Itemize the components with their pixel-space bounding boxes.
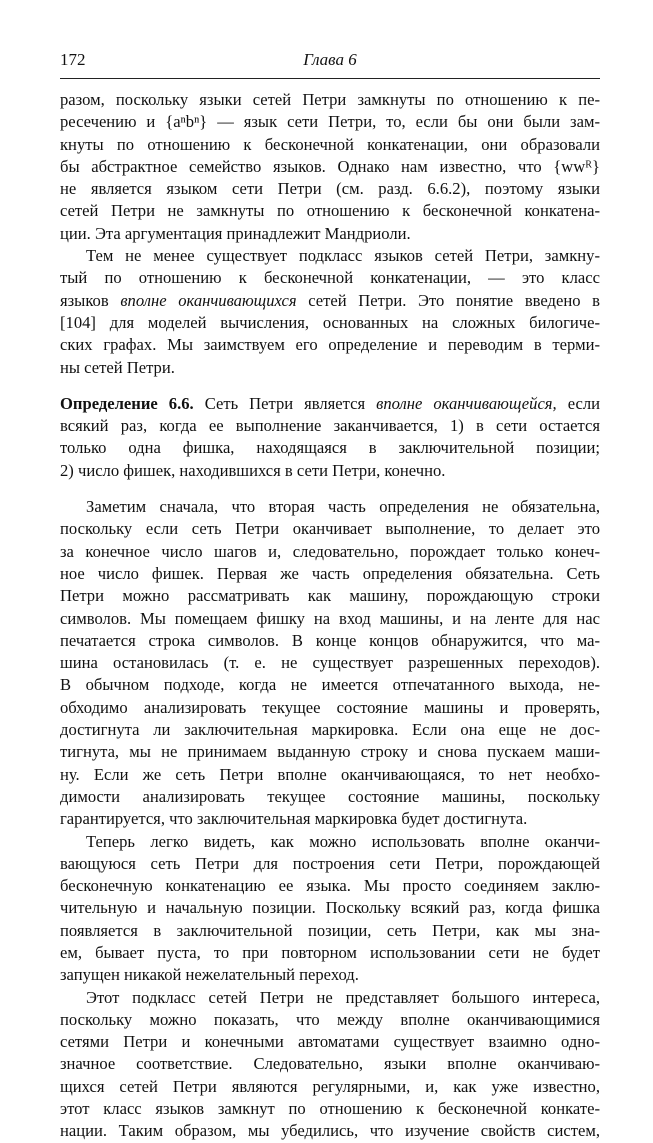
- text-line: сетей Петри не замкнуты по отношению к бесконечной конкатена-: [60, 201, 600, 221]
- page-body: [60, 89, 600, 1143]
- text-line: печатается строка символов. В конце концов обнаружится, что ма-: [60, 630, 600, 650]
- text-line: поскольку если сеть Петри оканчивает выполнение, то делает это: [60, 519, 600, 539]
- text-line: ны сетей Петри.: [60, 357, 175, 377]
- text-line: не является языком сети Петри (см. разд. 6.6.2), поэтому языки: [60, 179, 600, 199]
- running-header: [60, 50, 600, 72]
- page-number: 172: [60, 50, 86, 69]
- text-line: тый по отношению к бесконечной конкатенации, — это класс: [60, 268, 600, 288]
- text-line: ное число фишек. Первая же часть определения обязательна. Сеть: [60, 563, 600, 583]
- text-line: ских графах. Мы заимствуем его определение и переводим в терми-: [60, 335, 600, 355]
- paragraph-2: [60, 245, 600, 379]
- text-line: значное соответствие. Следовательно, языки вполне оканчиваю-: [60, 1054, 600, 1074]
- text-line: бесконечную конкатенацию ее языка. Мы просто соединяем заклю-: [60, 876, 600, 896]
- text-line: 2) число фишек, находившихся в сети Петри, конечно.: [60, 460, 446, 480]
- text-line: щихся сетей Петри являются регулярными, и, как уже известно,: [60, 1076, 600, 1096]
- text-line: за конечное число шагов и, следовательно, порождает только конеч-: [60, 541, 600, 561]
- text-line: В обычном подходе, когда не имеется отпечатанного выхода, не-: [60, 675, 600, 695]
- text-line: всякий раз, когда ее выполнение заканчивается, 1) в сети остается: [60, 416, 600, 436]
- text-line: ну. Если же сеть Петри вполне оканчивающаяся, то нет необхо-: [60, 764, 600, 784]
- text-line: обходимо анализировать текущее состояние машины и проверять,: [60, 697, 600, 717]
- text-line: [104] для моделей вычисления, основанных на сложных билогиче-: [60, 312, 600, 332]
- text-line: Заметим сначала, что вторая часть определения не обязательна,: [86, 497, 600, 517]
- paragraph-1: [60, 89, 600, 245]
- text-line: только одна фишка, находящаяся в заключительной позиции;: [60, 438, 600, 458]
- text-line: запущен никакой нежелательный переход.: [60, 965, 359, 985]
- text-line: ем, бывает пуста, то при повторном использовании сети не будет: [60, 942, 600, 962]
- text-line: гарантируется, что заключительная маркировка будет достигнута.: [60, 809, 528, 829]
- text-line: ции. Эта аргументация принадлежит Мандриоли.: [60, 223, 411, 243]
- paragraph-5: [60, 987, 600, 1143]
- text-line: этот класс языков замкнут по отношению к бесконечной конкате-: [60, 1099, 600, 1119]
- text-line: ресечению и {aⁿbⁿ} — язык сети Петри, то, если бы они были зам-: [60, 112, 600, 132]
- text-line: Определение 6.6. Сеть Петри является вполне оканчивающейся, если: [60, 393, 600, 413]
- chapter-title: Глава 6: [303, 50, 357, 69]
- text-line: разом, поскольку языки сетей Петри замкнуты по отношению к пе-: [60, 90, 600, 109]
- text-line: Тем не менее существует подкласс языков сетей Петри, замкну-: [86, 246, 600, 266]
- paragraph-4: [60, 831, 600, 987]
- text-line: поскольку можно показать, что между вполне оканчивающимися: [60, 1009, 600, 1029]
- text-line: появляется в заключительной позиции, сеть Петри, как мы зна-: [60, 920, 600, 940]
- text-line: нации. Таким образом, мы убедились, что изучение свойств систем,: [60, 1121, 600, 1141]
- text-line: кнуты по отношению к бесконечной конкатенации, они образовали: [60, 134, 600, 154]
- text-line: тигнута, мы не принимаем выданную строку и снова пускаем маши-: [60, 742, 600, 762]
- text-line: Теперь легко видеть, как можно использовать вполне оканчи-: [86, 831, 600, 851]
- definition-label: Определение 6.6.: [60, 393, 194, 413]
- text-line: бы абстрактное семейство языков. Однако нам известно, что {wwᴿ}: [60, 156, 600, 176]
- text-line: сетями Петри и конечными автоматами существует взаимно одно-: [60, 1032, 600, 1052]
- text-line: чительную и начальную позиции. Поскольку всякий раз, когда фишка: [60, 898, 600, 918]
- text-line: языков вполне оканчивающихся сетей Петри. Это понятие введено в: [60, 290, 601, 310]
- italic-term: вполне оканчивающейся,: [376, 393, 557, 413]
- text-line: достигнута ли заключительная маркировка. Если она еще не дос-: [60, 720, 600, 740]
- text-line: Петри можно рассматривать как машину, порождающую строки: [60, 586, 600, 606]
- paragraph-3: [60, 496, 600, 830]
- text-line: вающуюся сеть Петри для построения сети Петри, порождающей: [60, 853, 600, 873]
- text-line: символов. Мы помещаем фишку на вход машины, и на ленте для нас: [60, 608, 600, 628]
- text-line: Этот подкласс сетей Петри не представляет большого интереса,: [86, 987, 600, 1007]
- text-line: димости анализировать текущее состояние машины, поскольку: [60, 786, 600, 806]
- definition-block: [60, 393, 600, 482]
- text-line: шина остановилась (т. е. не существует разрешенных переходов).: [60, 653, 600, 673]
- italic-term: вполне оканчивающихся: [120, 290, 297, 310]
- header-rule: [60, 78, 600, 79]
